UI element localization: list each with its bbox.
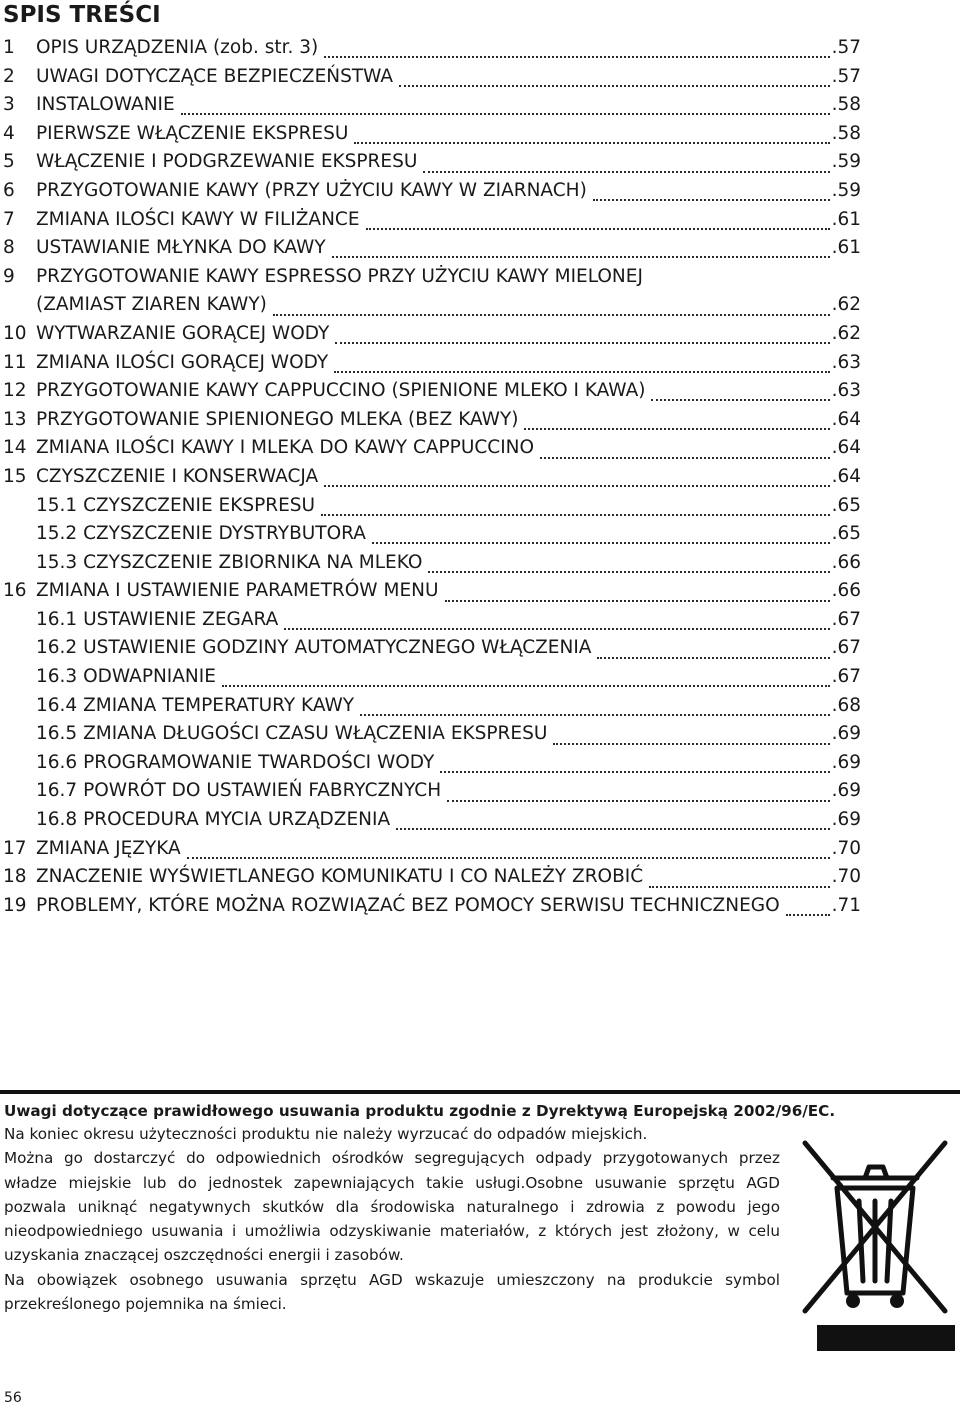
toc-entry-number: 9 [3,265,15,287]
crossed-out-wheelie-bin-icon [795,1133,957,1368]
toc-leader-dots [423,165,829,173]
toc-entry-page: .57 [831,37,861,58]
toc-entry-page: .63 [831,351,861,373]
toc-entry-title: 16.2 USTAWIENIE GODZINY AUTOMATYCZNEGO WŁĄCZENIA [36,637,592,659]
toc-leader-dots [334,365,829,373]
toc-entry-number: 16 [3,580,27,602]
toc-entry [3,463,861,492]
toc-entry-page: .66 [831,551,861,573]
toc-entry-title: UWAGI DOTYCZĄCE BEZPIECZEŃSTWA [36,65,394,87]
toc-entry-title: ZMIANA JĘZYKA [36,837,181,859]
toc-entry-page: .65 [831,523,861,545]
toc-entry-title: PIERWSZE WŁĄCZENIE EKSPRESU [36,122,349,144]
toc-leader-dots [273,308,830,316]
toc-entry [3,320,861,349]
toc-entry-title: PRZYGOTOWANIE SPIENIONEGO MLEKA (BEZ KAWY) [36,408,519,430]
toc-leader-dots [284,622,829,630]
toc-entry-title: CZYSZCZENIE I KONSERWACJA [36,465,319,487]
toc-leader-dots [396,822,829,830]
toc-entry [3,577,861,606]
toc-entry-page: .69 [831,751,861,773]
toc-leader-dots [335,336,829,344]
toc-entry-title: 15.1 CZYSZCZENIE EKSPRESU [36,494,316,516]
toc-entry-title: ZMIANA ILOŚCI KAWY I MLEKA DO KAWY CAPPUCCINO [36,437,535,459]
toc-entry-title: 15.2 CZYSZCZENIE DYSTRYBUTORA [36,523,366,545]
toc-entry-title: (ZAMIAST ZIAREN KAWY) [36,294,267,316]
notice-paragraph: Na koniec okresu użyteczności produktu nie należy wyrzucać do odpadów miejskich. [4,1125,648,1143]
toc-entry [3,663,861,692]
toc-entry-page: .59 [831,151,861,173]
toc-entry-page: .71 [831,894,861,916]
toc-leader-dots [649,880,829,888]
toc-entry-title: 16.8 PROCEDURA MYCIA URZĄDZENIA [36,809,391,831]
toc-entry-title: PRZYGOTOWANIE KAWY CAPPUCCINO (SPIENIONE MLEKO I KAWA) [36,380,646,402]
toc-entry [3,634,861,663]
toc-entry-title: INSTALOWANIE [36,94,175,116]
toc-entry [3,892,861,921]
toc-entry-page: .58 [831,94,861,116]
toc-entry-number: 19 [3,894,27,916]
toc-entry-number: 18 [3,866,27,888]
toc-entry [3,406,861,435]
toc-entry-number: 17 [3,837,27,859]
toc-entry-number: 5 [3,151,15,173]
toc-entry-number: 8 [3,237,15,259]
toc-entry-number: 15 [3,465,27,487]
toc-entry-page: .61 [831,208,861,230]
toc-entry-page: .67 [831,637,861,659]
notice-title: Uwagi dotyczące prawidłowego usuwania produktu zgodnie z Dyrektywą Europejską 2002/96/EC. [4,1102,836,1120]
toc-entry [3,434,861,463]
toc-entry-title: 16.4 ZMIANA TEMPERATURY KAWY [36,694,355,716]
toc-entry-title: 16.6 PROGRAMOWANIE TWARDOŚCI WODY [36,751,435,773]
toc-entry [3,549,861,578]
toc-entry [3,492,861,521]
toc-entry-number: 12 [3,380,27,402]
toc-entry [3,606,861,635]
toc-leader-dots [354,136,829,144]
toc-leader-dots [597,651,829,659]
toc-entry-number: 14 [3,437,27,459]
toc-entry [3,749,861,778]
toc-entry [3,234,861,263]
toc-entry-title: OPIS URZĄDZENIA (zob. str. 3) [36,37,319,58]
toc-entry [3,349,861,378]
toc-entry [3,206,861,235]
toc-leader-dots [428,565,829,573]
toc-leader-dots [360,708,830,716]
toc-leader-dots [786,908,830,916]
toc-entry-title: 16.3 ODWAPNIANIE [36,666,216,688]
toc-leader-dots [324,50,829,58]
page-title: SPIS TREŚCI [3,2,161,28]
toc-entry-number: 6 [3,179,15,201]
disposal-notice [4,1100,836,1316]
toc-entry-page: .63 [831,380,861,402]
toc-entry-number: 2 [3,65,15,87]
toc-entry-number: 13 [3,408,27,430]
toc-entry-number: 4 [3,122,15,144]
toc-entry [3,720,861,749]
toc-leader-dots [553,737,829,745]
toc-leader-dots [324,479,829,487]
toc-leader-dots [440,765,829,773]
toc-leader-dots [593,193,830,201]
notice-paragraph: Można go dostarczyć do odpowiednich ośrodków segregujących odpady przygotowanych przez władze miejskie lub do jednostek zapewniających takie usługi.Osobne usuwanie sprzętu AGD pozwala uniknąć negatywnych skutków dla środowiska naturalnego i zdrowia z powodu jego nieodpowiedniego usuwania i umożliwia odzyskiwanie materiałów, z których jest złożony, w celu uzyskania znaczącej oszczędności energii i zasobów. [4,1149,780,1265]
toc-entry-number: 7 [3,208,15,230]
toc-entry [3,520,861,549]
toc-entry-page: .62 [831,294,861,316]
toc-entry-title: ZMIANA I USTAWIENIE PARAMETRÓW MENU [36,580,439,602]
toc-leader-dots [332,250,830,258]
toc-entry [3,177,861,206]
toc-entry-page: .70 [831,837,861,859]
toc-entry-page: .64 [831,408,861,430]
toc-leader-dots [524,422,829,430]
toc-entry-page: .64 [831,437,861,459]
toc-leader-dots [399,79,829,87]
toc-leader-dots [181,107,830,115]
toc-entry-title: ZNACZENIE WYŚWIETLANEGO KOMUNIKATU I CO NALEŻY ZROBIĆ [36,866,644,888]
toc-entry [3,806,861,835]
toc-entry-page: .65 [831,494,861,516]
toc-entry [3,835,861,864]
toc-entry-title: PROBLEMY, KTÓRE MOŻNA ROZWIĄZAĆ BEZ POMOCY SERWISU TECHNICZNEGO [36,894,780,916]
toc-entry-page: .66 [831,580,861,602]
table-of-contents [3,34,861,920]
toc-entry-page: .58 [831,122,861,144]
toc-entry-title: 15.3 CZYSZCZENIE ZBIORNIKA NA MLEKO [36,551,423,573]
toc-entry [3,263,861,292]
toc-entry-page: .62 [831,322,861,344]
toc-entry [3,777,861,806]
toc-entry-page: .69 [831,809,861,831]
toc-entry [3,91,861,120]
toc-leader-dots [321,508,830,516]
toc-entry [3,692,861,721]
toc-leader-dots [366,222,830,230]
toc-leader-dots [651,393,829,401]
page-number: 56 [4,1390,22,1406]
toc-entry-title: 16.5 ZMIANA DŁUGOŚCI CZASU WŁĄCZENIA EKSPRESU [36,723,548,745]
toc-entry-page: .70 [831,866,861,888]
toc-entry-number: 10 [3,322,27,344]
toc-entry-page: .61 [831,237,861,259]
toc-entry-title: 16.7 POWRÓT DO USTAWIEŃ FABRYCZNYCH [36,780,442,802]
toc-entry-number: 11 [3,351,27,373]
toc-entry-page: .59 [831,179,861,201]
toc-entry-title: 16.1 USTAWIENIE ZEGARA [36,608,279,630]
toc-entry-page: .57 [831,65,861,87]
toc-entry-page: .64 [831,465,861,487]
toc-entry-title: ZMIANA ILOŚCI KAWY W FILIŻANCE [36,208,360,230]
toc-entry-number: 3 [3,94,15,116]
toc-leader-dots [447,794,829,802]
toc-entry-number: 1 [3,37,15,58]
toc-entry-title: PRZYGOTOWANIE KAWY ESPRESSO PRZY UŻYCIU KAWY MIELONEJ [36,265,643,287]
toc-leader-dots [222,679,830,687]
toc-entry [3,863,861,892]
toc-entry-title: WŁĄCZENIE I PODGRZEWANIE EKSPRESU [36,151,418,173]
toc-entry-page: .68 [831,694,861,716]
notice-paragraph: Na obowiązek osobnego usuwania sprzętu AGD wskazuje umieszczony na produkcie symbol przekreślonego pojemnika na śmieci. [4,1270,780,1314]
toc-leader-dots [445,594,830,602]
toc-entry-page: .67 [831,608,861,630]
toc-leader-dots [540,451,830,459]
toc-leader-dots [187,851,830,859]
toc-entry-page: .69 [831,723,861,745]
toc-entry-title: ZMIANA ILOŚCI GORĄCEJ WODY [36,351,329,373]
toc-entry-title: WYTWARZANIE GORĄCEJ WODY [36,322,330,344]
toc-entry [3,148,861,177]
toc-entry-page: .67 [831,666,861,688]
toc-entry-page: .69 [831,780,861,802]
toc-entry-title: USTAWIANIE MŁYNKA DO KAWY [36,237,326,259]
toc-entry [3,34,861,63]
section-divider [0,1090,960,1094]
toc-leader-dots [372,536,830,544]
toc-entry [3,377,861,406]
toc-entry [3,63,861,92]
toc-entry-title: PRZYGOTOWANIE KAWY (PRZY UŻYCIU KAWY W ZIARNACH) [36,179,587,201]
toc-entry [3,120,861,149]
toc-entry [3,291,861,320]
